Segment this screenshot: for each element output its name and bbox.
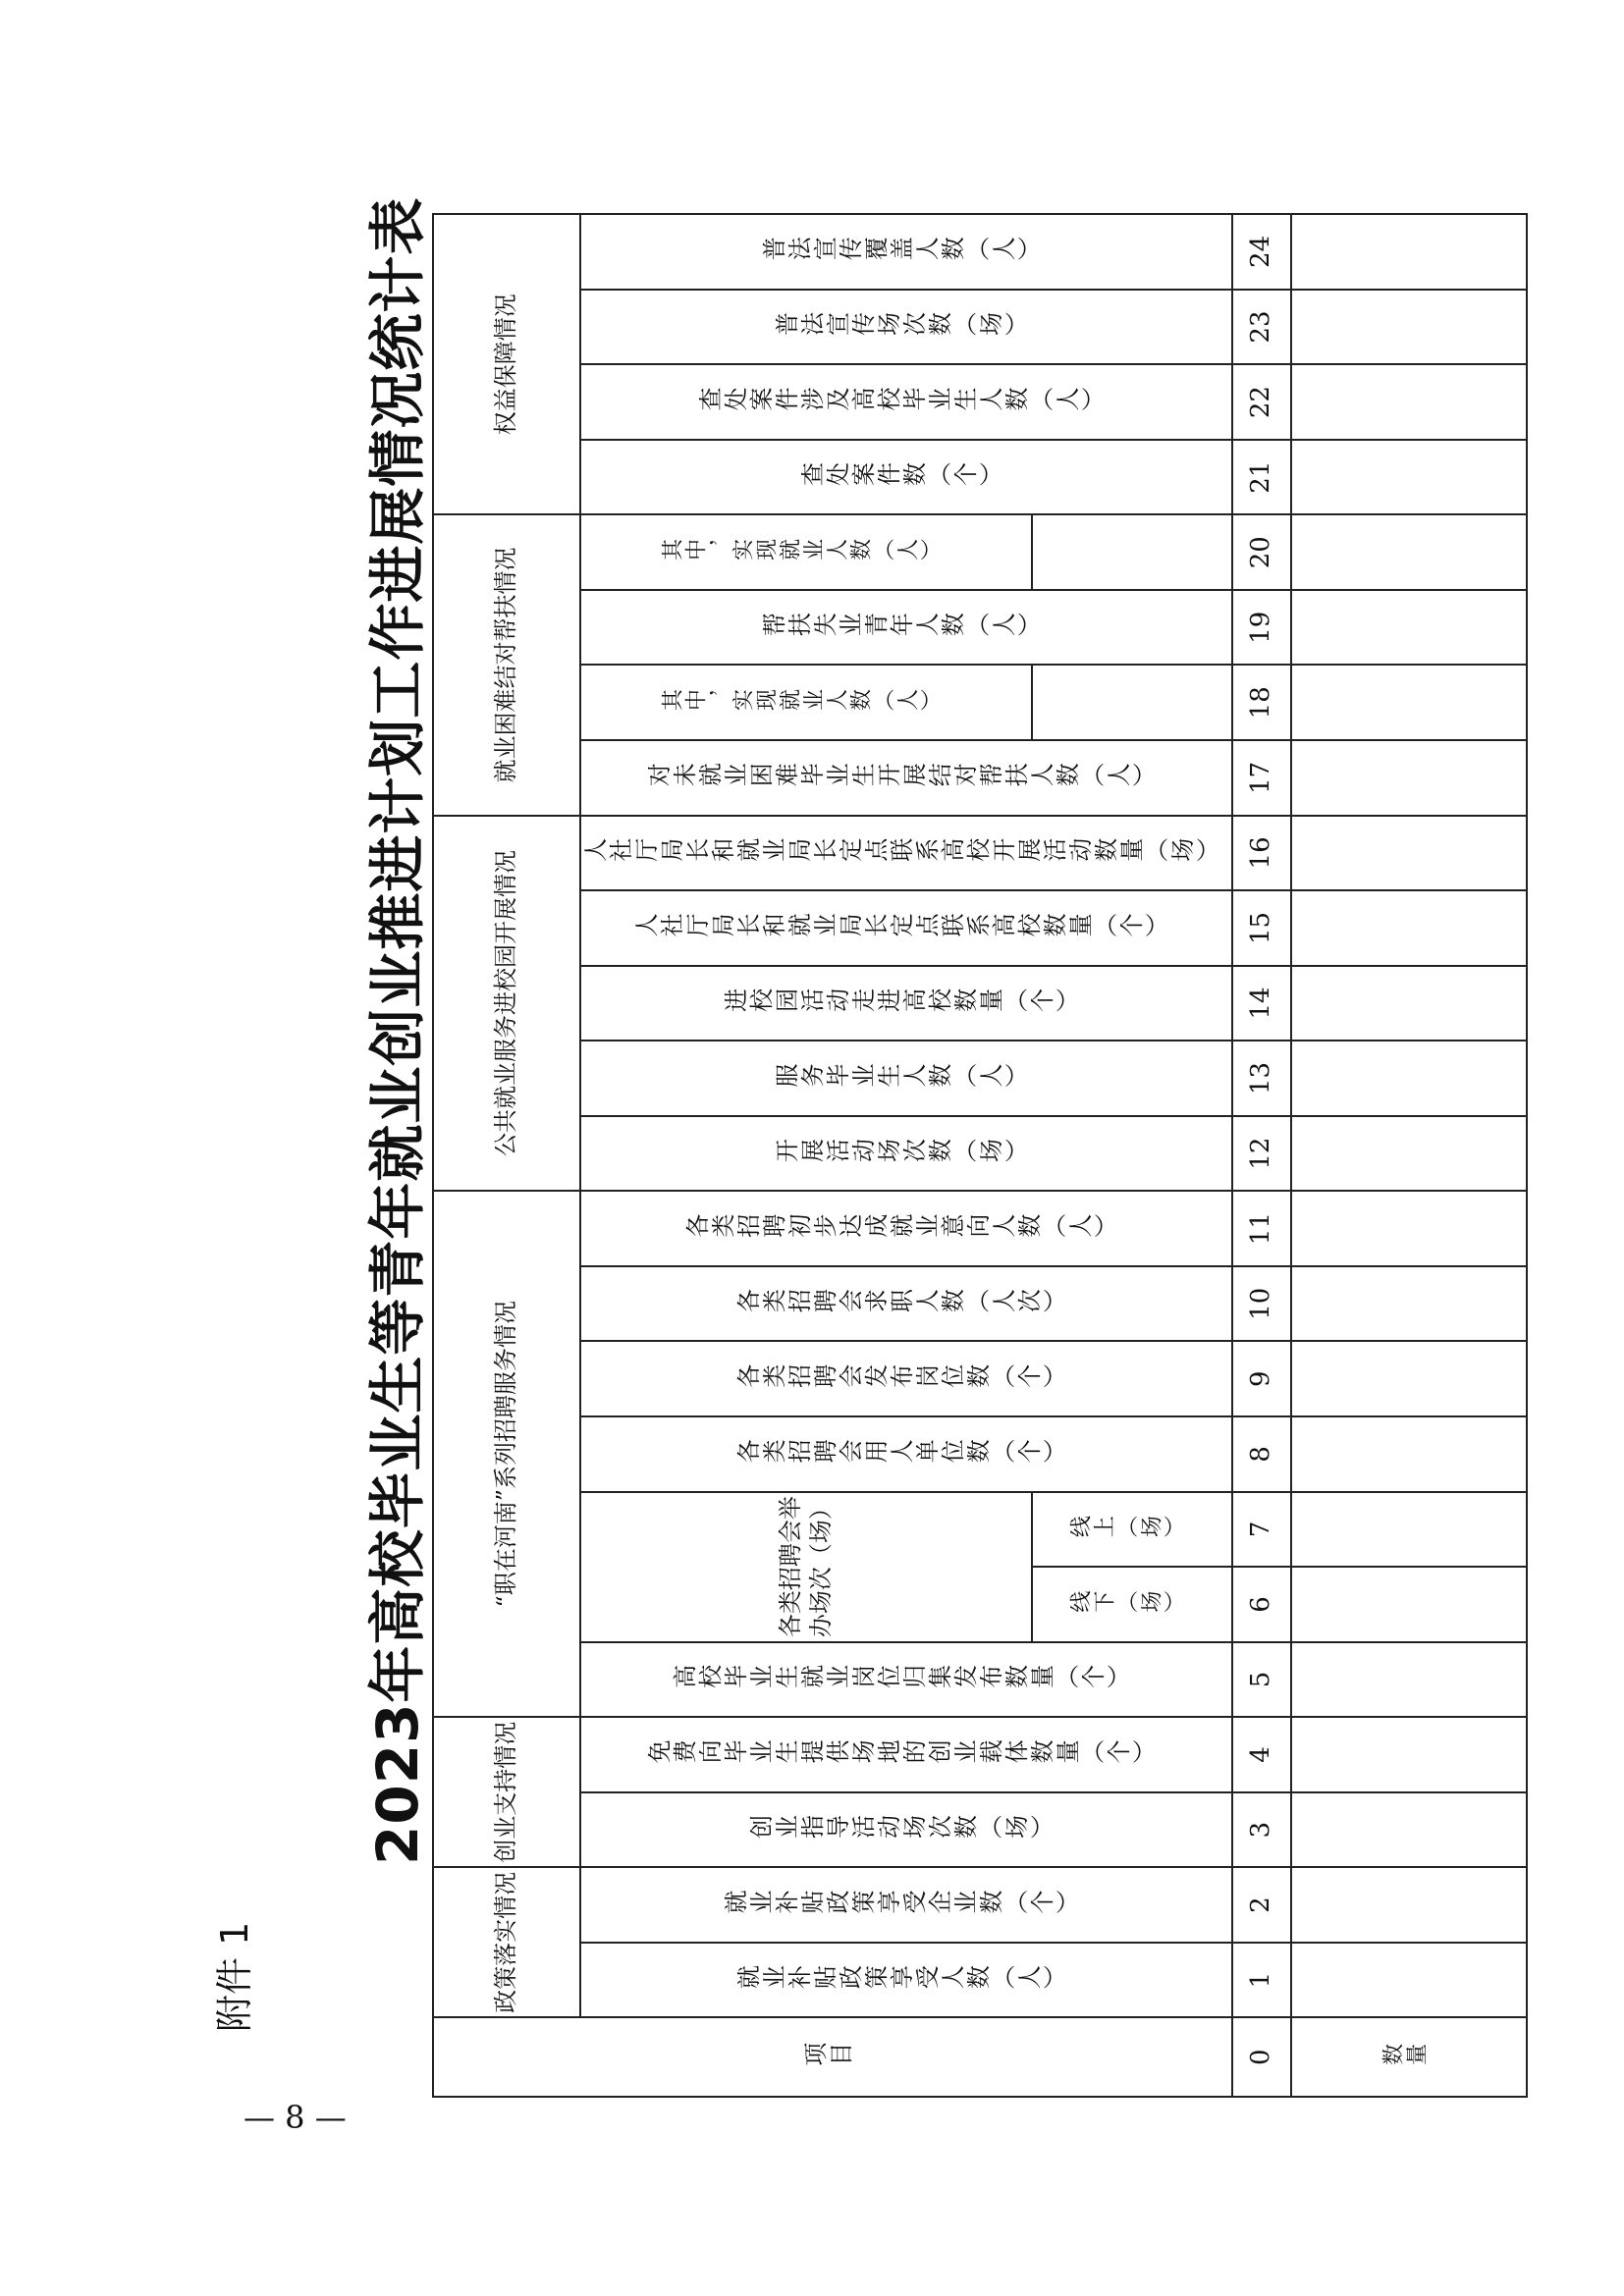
header-c21: 查处案件数（个）	[580, 440, 1232, 515]
data-cell[interactable]	[1291, 1342, 1527, 1417]
statistics-table-container	[432, 213, 1430, 2098]
index-cell: 24	[1232, 214, 1291, 290]
data-cell[interactable]	[1291, 1492, 1527, 1568]
index-cell: 5	[1232, 1642, 1291, 1718]
header-c17: 对未就业困难毕业生开展结对帮扶人数（人）	[580, 740, 1232, 816]
data-cell[interactable]	[1291, 1792, 1527, 1868]
index-cell: 4	[1232, 1717, 1291, 1792]
data-cell[interactable]	[1291, 1943, 1527, 2018]
header-c3: 创业指导活动场次数（场）	[580, 1792, 1232, 1868]
data-cell[interactable]	[1291, 666, 1527, 741]
data-cell[interactable]	[1291, 1867, 1527, 1943]
data-cell[interactable]	[1291, 1642, 1527, 1718]
header-c15: 人社厅局长和就业局长定点联系高校数量（个）	[580, 890, 1232, 966]
index-cell: 15	[1232, 890, 1291, 966]
data-cell[interactable]	[1291, 514, 1527, 590]
index-cell: 7	[1232, 1492, 1291, 1568]
data-cell[interactable]	[1291, 816, 1527, 891]
data-cell[interactable]	[1291, 1041, 1527, 1116]
group-hardship: 就业困难结对帮扶情况	[433, 514, 580, 815]
header-c23: 普法宣传场次数（场）	[580, 290, 1232, 365]
header-c13: 服务毕业生人数（人）	[580, 1041, 1232, 1116]
data-cell[interactable]	[1291, 1191, 1527, 1266]
index-cell: 13	[1232, 1041, 1291, 1116]
header-c9: 各类招聘会发布岗位数（个）	[580, 1342, 1232, 1417]
group-rights: 权益保障情况	[433, 214, 580, 514]
index-cell: 9	[1232, 1342, 1291, 1417]
index-cell: 1	[1232, 1943, 1291, 2018]
index-cell: 11	[1232, 1191, 1291, 1266]
header-c7: 线上（场）	[1032, 1492, 1232, 1568]
index-cell: 23	[1232, 290, 1291, 365]
index-cell: 14	[1232, 966, 1291, 1041]
data-cell[interactable]	[1291, 364, 1527, 440]
data-cell[interactable]	[1291, 1416, 1527, 1492]
header-c1: 就业补贴政策享受人数（人）	[580, 1943, 1232, 2018]
index-cell: 17	[1232, 740, 1291, 816]
header-c4: 免费向毕业生提供场地的创业载体数量（个）	[580, 1717, 1232, 1792]
data-cell[interactable]	[1291, 440, 1527, 515]
header-c20: 其中，实现就业人数（人）	[580, 514, 1032, 590]
attachment-label: 附件 1	[213, 1921, 256, 2032]
header-c18-spacer	[1032, 666, 1232, 741]
group-policy: 政策落实情况	[433, 1867, 580, 2017]
index-cell: 0	[1232, 2017, 1291, 2097]
header-c22: 查处案件涉及高校毕业生人数（人）	[580, 364, 1232, 440]
index-cell: 19	[1232, 590, 1291, 666]
data-row-label: 数量	[1291, 2017, 1527, 2097]
data-cell[interactable]	[1291, 290, 1527, 365]
data-row	[1291, 214, 1527, 2097]
group-public: 公共就业服务进校园开展情况	[433, 816, 580, 1192]
index-cell: 20	[1232, 514, 1291, 590]
group-startup: 创业支持情况	[433, 1717, 580, 1867]
index-cell: 18	[1232, 666, 1291, 741]
header-c2: 就业补贴政策享受企业数（个）	[580, 1867, 1232, 1943]
header-c19: 帮扶失业青年人数（人）	[580, 590, 1232, 666]
header-c10: 各类招聘会求职人数（人次）	[580, 1266, 1232, 1342]
data-cell[interactable]	[1291, 590, 1527, 666]
header-c8: 各类招聘会用人单位数（个）	[580, 1416, 1232, 1492]
data-cell[interactable]	[1291, 966, 1527, 1041]
header-c20-spacer	[1032, 514, 1232, 590]
index-cell: 3	[1232, 1792, 1291, 1868]
index-cell: 6	[1232, 1567, 1291, 1642]
data-cell[interactable]	[1291, 890, 1527, 966]
index-cell: 21	[1232, 440, 1291, 515]
header-project: 项目	[433, 2017, 1232, 2097]
header-c6: 线下（场）	[1032, 1567, 1232, 1642]
header-c14: 进校园活动走进高校数量（个）	[580, 966, 1232, 1041]
index-row	[1232, 214, 1291, 2097]
index-cell: 2	[1232, 1867, 1291, 1943]
header-c16: 人社厅局长和就业局长定点联系高校开展活动数量（场）	[580, 816, 1232, 891]
header-c5: 高校毕业生就业岗位归集发布数量（个）	[580, 1642, 1232, 1718]
data-cell[interactable]	[1291, 214, 1527, 290]
data-cell[interactable]	[1291, 1717, 1527, 1792]
header-c12: 开展活动场次数（场）	[580, 1116, 1232, 1192]
data-cell[interactable]	[1291, 740, 1527, 816]
statistics-table	[432, 213, 1528, 2098]
group-recruit: “职在河南”系列招聘服务情况	[433, 1191, 580, 1717]
document-title: 2023年高校毕业生等青年就业创业推进计划工作进展情况统计表	[364, 196, 431, 1865]
index-cell: 12	[1232, 1116, 1291, 1192]
index-cell: 8	[1232, 1416, 1291, 1492]
index-cell: 10	[1232, 1266, 1291, 1342]
data-cell[interactable]	[1291, 1567, 1527, 1642]
page-number: — 8 —	[244, 2099, 347, 2136]
header-fair: 各类招聘会举办场次（场）	[580, 1492, 1032, 1642]
index-cell: 22	[1232, 364, 1291, 440]
header-c11: 各类招聘初步达成就业意向人数（人）	[580, 1191, 1232, 1266]
data-cell[interactable]	[1291, 1116, 1527, 1192]
header-c24: 普法宣传覆盖人数（人）	[580, 214, 1232, 290]
data-cell[interactable]	[1291, 1266, 1527, 1342]
index-cell: 16	[1232, 816, 1291, 891]
header-c18: 其中，实现就业人数（人）	[580, 666, 1032, 741]
